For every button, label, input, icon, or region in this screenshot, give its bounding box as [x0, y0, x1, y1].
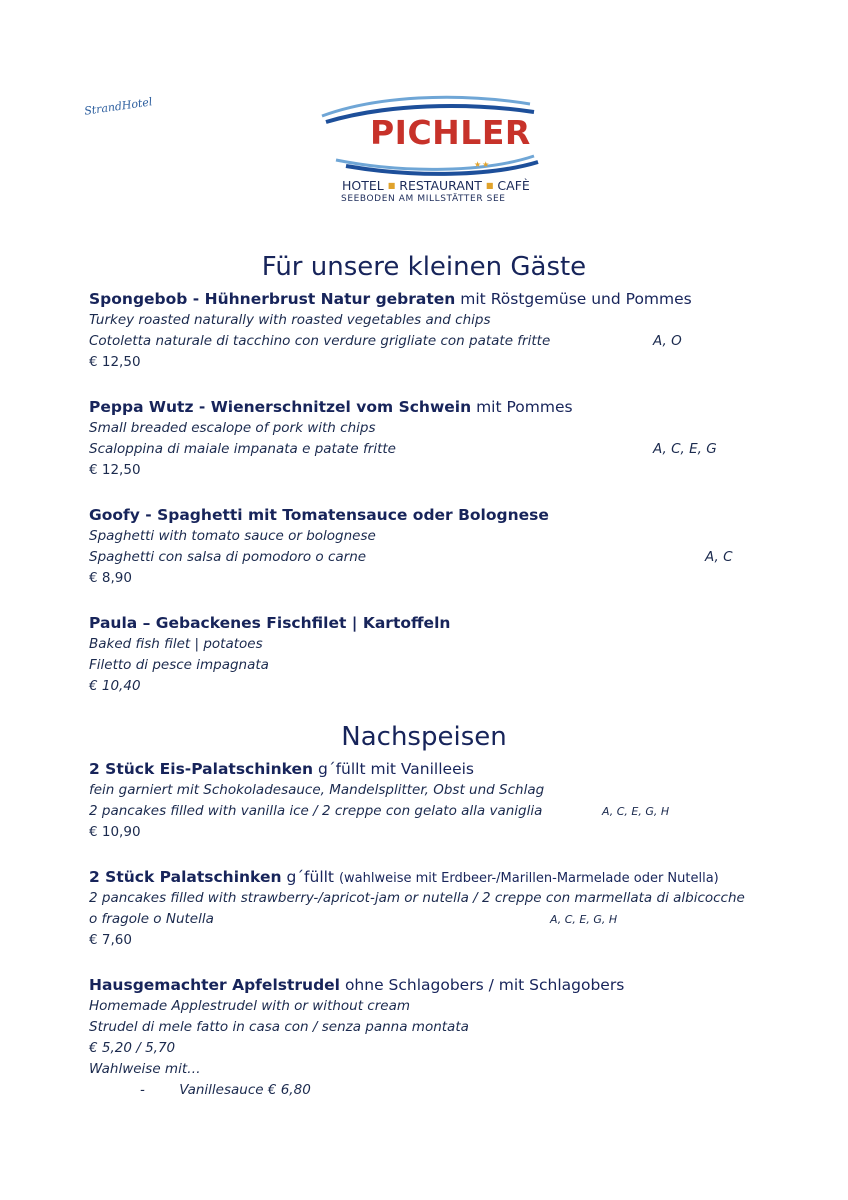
item-heading — [89, 613, 789, 634]
item-italian: Scaloppina di maiale impanata e patate fritte — [89, 441, 396, 457]
logo-stars: ★★ — [474, 160, 491, 169]
item-price: € 10,40 — [89, 678, 141, 694]
item-heading — [89, 759, 789, 780]
item-translation-row — [89, 909, 789, 930]
item-allergens: A, C, E, G — [653, 441, 717, 457]
menu-item — [89, 759, 789, 843]
menu-item — [89, 867, 789, 951]
item-extra-option: - Vanillesauce € 6,80 — [140, 1082, 311, 1098]
item-italian: Filetto di pesce impagnata — [89, 657, 269, 673]
item-italian: Spaghetti con salsa di pomodoro o carne — [89, 549, 367, 565]
item-heading — [89, 289, 789, 310]
item-description: g´füllt mit Vanilleeis — [318, 760, 474, 778]
menu-item — [89, 289, 789, 373]
item-translation: 2 pancakes filled with strawberry-/apricot-jam or nutella / 2 creppe con marmellata di albicocche — [89, 890, 745, 906]
item-name: Spongebob - Hühnerbrust Natur gebraten — [89, 290, 456, 308]
item-translation-cont: o fragole o Nutella — [89, 911, 214, 927]
item-italian-row — [89, 547, 789, 568]
item-price: € 7,60 — [89, 932, 132, 948]
menu-item — [89, 613, 789, 697]
item-extra-label: Wahlweise mit… — [89, 1061, 201, 1077]
item-name: 2 Stück Eis-Palatschinken — [89, 760, 314, 778]
item-name: Paula – Gebackenes Fischfilet | Kartoffeln — [89, 614, 451, 632]
item-english: Baked fish filet | potatoes — [89, 636, 263, 652]
item-garnish: fein garniert mit Schokoladesauce, Mandelsplitter, Obst und Schlag — [89, 782, 545, 798]
item-italian-row — [89, 331, 789, 352]
item-price: € 12,50 — [89, 354, 141, 370]
item-description: g´füllt — [286, 868, 335, 886]
item-heading — [89, 975, 789, 996]
item-italian: Strudel di mele fatto in casa con / senza panna montata — [89, 1019, 469, 1035]
item-allergens: A, C — [705, 549, 733, 565]
item-price: € 5,20 / 5,70 — [89, 1040, 176, 1056]
item-heading — [89, 867, 789, 888]
item-english: Turkey roasted naturally with roasted vegetables and chips — [89, 312, 491, 328]
logo-location: SEEBODEN AM MILLSTÄTTER SEE — [341, 194, 506, 204]
item-allergens: A, C, E, G, H — [602, 805, 670, 818]
item-italian-row — [89, 439, 789, 460]
menu-item — [89, 975, 789, 1101]
section-title-kids: Für unsere kleinen Gäste — [261, 252, 587, 282]
item-name: Hausgemachter Apfelstrudel — [89, 976, 340, 994]
item-name: 2 Stück Palatschinken — [89, 868, 282, 886]
item-english: Spaghetti with tomato sauce or bolognese — [89, 528, 376, 544]
item-heading — [89, 397, 789, 418]
item-english: Homemade Applestrudel with or without cream — [89, 998, 411, 1014]
item-price: € 12,50 — [89, 462, 141, 478]
menu-item — [89, 397, 789, 481]
item-translation-row — [89, 801, 789, 822]
item-heading — [89, 505, 789, 526]
item-note: (wahlweise mit Erdbeer-/Marillen-Marmelade oder Nutella) — [338, 871, 719, 886]
item-name: Goofy - Spaghetti mit Tomatensauce oder Bolognese — [89, 506, 549, 524]
item-description: ohne Schlagobers / mit Schlagobers — [344, 976, 625, 994]
logo-script-text: StrandHotel — [83, 95, 154, 118]
item-description: mit Pommes — [476, 398, 573, 416]
section-title-desserts: Nachspeisen — [341, 722, 507, 752]
item-price: € 10,90 — [89, 824, 141, 840]
item-english: Small breaded escalope of pork with chips — [89, 420, 376, 436]
item-allergens: A, O — [653, 333, 682, 349]
item-description: mit Röstgemüse und Pommes — [460, 290, 692, 308]
item-name: Peppa Wutz - Wienerschnitzel vom Schwein — [89, 398, 472, 416]
menu-item — [89, 505, 789, 589]
item-italian: Cotoletta naturale di tacchino con verdure grigliate con patate fritte — [89, 333, 551, 349]
item-price: € 8,90 — [89, 570, 132, 586]
item-allergens: A, C, E, G, H — [550, 913, 618, 926]
logo-name: PICHLER — [370, 113, 531, 152]
item-translation: 2 pancakes filled with vanilla ice / 2 creppe con gelato alla vaniglia — [89, 803, 543, 819]
logo-subtitle: HOTEL ■ RESTAURANT ■ CAFÈ — [342, 178, 530, 193]
